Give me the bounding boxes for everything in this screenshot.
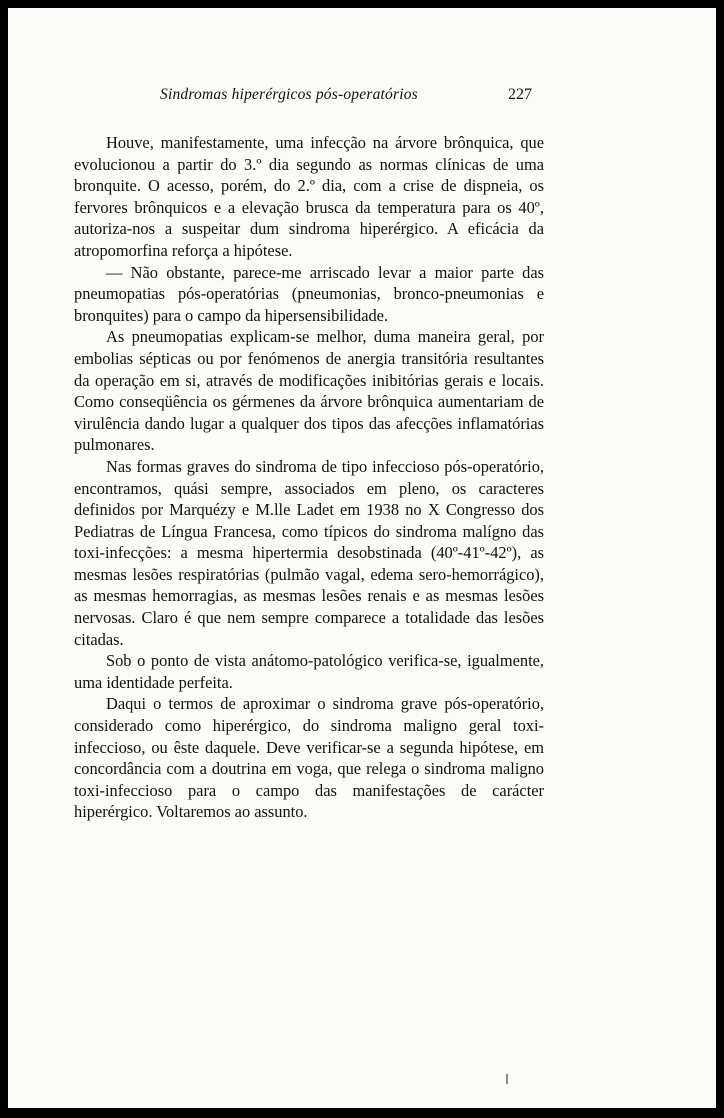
paragraph-5: Sob o ponto de vista anátomo-patológico verifica-se, igualmente, uma identidade perfeita. bbox=[74, 651, 544, 692]
document-page bbox=[8, 8, 716, 1108]
paragraph-4: Nas formas graves do sindroma de tipo infeccioso pós-operatório, encontramos, quási sempre, associados em pleno, os caracteres definidos por Marquézy e M.lle Ladet em 1938 no X Congresso dos Pediatras de Língua Francesa, como típicos do sindroma malígno das toxi-infecções: a mesma hipertermia desobstinada (40º-41º-42º), as mesmas lesões respiratórias (pulmão vagal, edema sero-hemorrágico), as mesmas hemorragias, as mesmas lesões renais e as mesmas lesões nervosas. Claro é que nem sempre comparece a totalidade das lesões citadas. bbox=[74, 456, 544, 649]
scan-speck bbox=[506, 1074, 508, 1084]
body-text bbox=[74, 132, 544, 823]
paragraph-6: Daqui o termos de aproximar o sindroma grave pós-operatório, considerado como hiperérgico, do sindroma maligno geral toxi-infeccioso, ou êste daquele. Deve verificar-se a segunda hipótese, em concordância com a doutrina em voga, que relega o sindroma maligno toxi-infeccioso para o campo das manifestações de carácter hiperérgico. Voltaremos ao assunto. bbox=[74, 694, 544, 822]
page-number: 227 bbox=[508, 86, 532, 103]
running-title: Sindromas hiperérgicos pós-operatórios bbox=[160, 86, 418, 103]
paragraph-1: Houve, manifestamente, uma infecção na árvore brônquica, que evolucionou a partir do 3.º dia segundo as normas clínicas de uma bronquite. O acesso, porém, do 2.º dia, com a crise de dispneia, os fervores brônquicos e a elevação brusca da temperatura para os 40º, autoriza-nos a suspeitar dum sindroma hiperérgico. A eficácia da atropomorfina reforça a hipótese. bbox=[74, 133, 544, 260]
paragraph-2: — Não obstante, parece-me arriscado levar a maior parte das pneumopatias pós-operatórias (pneumonias, bronco-pneumonias e bronquites) para o campo da hipersensibilidade. bbox=[74, 262, 544, 325]
page-header bbox=[8, 86, 716, 112]
paragraph-3: As pneumopatias explicam-se melhor, duma maneira geral, por embolias sépticas ou por fenómenos de anergia transitória resultantes da operação em si, através de modificações inibitórias gerais e locais. Como conseqüência os gérmenes da árvore brônquica aumentariam de virulência dando lugar a qualquer dos tipos das afecções inflamatórias pulmonares. bbox=[74, 327, 544, 455]
